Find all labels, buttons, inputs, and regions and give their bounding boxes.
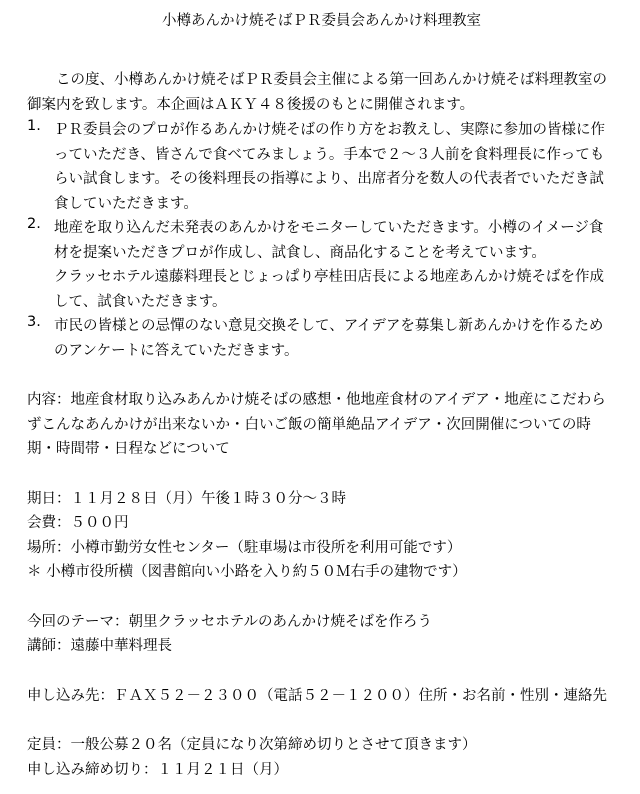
document-title: 小樽あんかけ焼そばＰＲ委員会あんかけ料理教室 xyxy=(162,13,481,29)
list-item-text: 市民の皆様との忌憚のない意見交換そして、アイデアを募集し新あんかけを作るためのアンケートに答えていただきます。 xyxy=(54,318,604,359)
list-item-2 xyxy=(27,216,616,314)
list-item-3 xyxy=(27,314,616,363)
details-section xyxy=(27,487,616,585)
list-item-1 xyxy=(27,118,616,216)
content-text: 内容：地産食材取り込みあんかけ焼そばの感想・他地産食材のアイデア・地産にこだわらずこんなあんかけが出来ないか・白いご飯の簡単絶品アイデア・次回開催についての時期・時間帯・日程などについて xyxy=(27,392,606,457)
intro-paragraph: この度、小樽あんかけ焼そばＰＲ委員会主催による第一回あんかけ焼そば料理教室の御案内を致します。本企画はＡＫＹ４８後援のもとに開催されます。 xyxy=(27,72,607,113)
theme-section xyxy=(27,610,616,659)
list-item-text: クラッセホテル遠藤料理長とじょっぱり亭桂田店長による地産あんかけ焼そばを作成して、試食いただきます。 xyxy=(54,269,604,310)
fee-line: 会費：５００円 xyxy=(27,515,129,531)
apply-section xyxy=(27,684,616,709)
list-number: 3. xyxy=(27,314,41,330)
list-item-text: 地産を取り込んだ未発表のあんかけをモニターしていただきます。小樽のイメージ食材を提案いただきプロが作成し、試食し、商品化することを考えています。 xyxy=(54,220,604,261)
deadline-line: 申し込み締め切り：１１月２１日（月） xyxy=(27,761,288,778)
date-line: 期日：１１月２８日（月）午後１時３０分～３時 xyxy=(27,490,346,507)
numbered-list xyxy=(27,118,616,363)
capacity-section xyxy=(27,733,616,782)
content-section xyxy=(27,388,616,462)
instructor-line: 講師：遠藤中華料理長 xyxy=(27,638,172,654)
apply-line: 申し込み先：ＦＡＸ５２－２３００（電話５２－１２００）住所・お名前・性別・連絡先 xyxy=(27,687,607,704)
list-number: 2. xyxy=(27,216,41,232)
list-item-text: ＰＲ委員会のプロが作るあんかけ焼そばの作り方をお教えし、実際に参加の皆様に作っていただき、皆さんで食べてみましょう。手本で２～３人前を食料理長に作ってもらい試食します。その後料理長の指導により、出席者分を数人の代表者でいただき試食していただきます。 xyxy=(54,122,605,212)
venue-line: 場所：小樽市勤労女性センター（駐車場は市役所を利用可能です） xyxy=(27,539,462,556)
capacity-line: 定員：一般公募２０名（定員になり次第締め切りとさせて頂きます） xyxy=(27,737,477,753)
spacer xyxy=(27,40,616,68)
venue-note-line: ＊ 小樽市役所横（図書館向い小路を入り約５０Ｍ右手の建物です） xyxy=(27,564,467,580)
list-number: 1. xyxy=(27,118,41,134)
theme-line: 今回のテーマ：朝里クラッセホテルのあんかけ焼そばを作ろう xyxy=(27,613,432,630)
